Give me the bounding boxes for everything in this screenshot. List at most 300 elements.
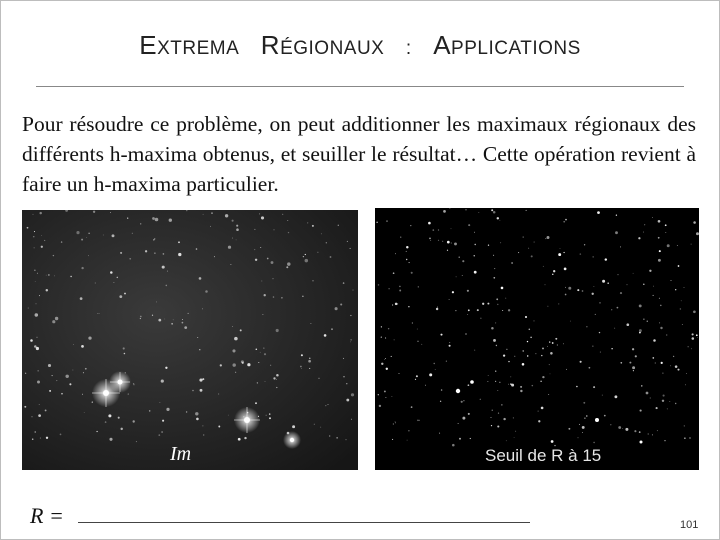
star-dot xyxy=(540,381,541,382)
star-dot xyxy=(634,430,636,432)
star-dot xyxy=(615,231,618,234)
star-dot xyxy=(34,231,35,232)
star-dot xyxy=(436,308,438,310)
star-dot xyxy=(693,310,696,313)
star-dot xyxy=(684,425,685,426)
star-dot xyxy=(618,426,621,429)
star-dot xyxy=(406,259,407,260)
star-dot xyxy=(388,288,389,289)
star-dot xyxy=(527,355,528,356)
star-dot xyxy=(36,337,37,338)
star-dot xyxy=(508,309,510,311)
star-dot xyxy=(542,347,544,349)
star-dot xyxy=(409,262,410,263)
star-dot xyxy=(320,427,321,428)
star-dot xyxy=(551,440,554,443)
star-dot xyxy=(257,382,258,383)
star-dot xyxy=(449,342,450,343)
star-dot xyxy=(495,371,496,372)
star-dot xyxy=(662,372,663,373)
star-dot xyxy=(470,438,471,439)
star-dot xyxy=(667,408,668,409)
star-dot xyxy=(633,370,634,371)
bright-star xyxy=(283,431,301,449)
star-dot xyxy=(411,272,413,274)
star-dot xyxy=(468,224,470,226)
star-dot xyxy=(593,442,594,443)
star-dot xyxy=(236,240,237,241)
star-dot xyxy=(496,345,497,346)
star-dot xyxy=(467,290,469,292)
star-dot xyxy=(435,369,436,370)
star-dot xyxy=(491,209,493,211)
star-dot xyxy=(660,327,662,329)
star-dot xyxy=(550,352,553,355)
star-dot xyxy=(385,397,386,398)
bright-star xyxy=(595,418,599,422)
star-dot xyxy=(617,307,619,309)
star-dot xyxy=(451,228,452,229)
star-dot xyxy=(166,285,168,287)
star-dot xyxy=(140,316,142,318)
star-dot xyxy=(36,347,39,350)
star-dot xyxy=(287,262,290,265)
star-dot xyxy=(480,399,481,400)
star-dot xyxy=(520,390,522,392)
star-dot xyxy=(643,232,644,233)
star-dot xyxy=(697,337,698,338)
star-dot xyxy=(164,319,165,320)
star-dot xyxy=(199,277,202,280)
star-dot xyxy=(140,318,141,319)
star-dot xyxy=(582,432,583,433)
star-dot xyxy=(582,426,585,429)
star-dot xyxy=(493,277,495,279)
star-dot xyxy=(129,258,131,260)
star-dot xyxy=(438,240,439,241)
star-dot xyxy=(648,433,649,434)
star-dot xyxy=(550,374,551,375)
star-dot xyxy=(162,266,165,269)
star-dot xyxy=(69,383,71,385)
star-dot xyxy=(292,425,295,428)
star-dot xyxy=(241,360,244,363)
star-dot xyxy=(622,428,623,429)
star-dot xyxy=(468,309,470,311)
star-dot xyxy=(563,343,564,344)
star-dot xyxy=(696,334,698,336)
star-dot xyxy=(487,303,489,305)
star-dot xyxy=(440,334,442,336)
star-dot xyxy=(272,278,273,279)
star-dot xyxy=(52,320,55,323)
star-dot xyxy=(658,220,661,223)
star-dot xyxy=(545,284,546,285)
star-dot xyxy=(109,438,112,441)
star-dot xyxy=(244,437,246,439)
star-dot xyxy=(276,329,279,332)
star-dot xyxy=(61,241,62,242)
star-dot xyxy=(39,212,41,214)
star-dot xyxy=(604,415,606,417)
star-dot xyxy=(188,313,189,314)
star-dot xyxy=(391,356,392,357)
star-dot xyxy=(95,283,96,284)
star-dot xyxy=(136,441,137,442)
star-dot xyxy=(640,410,642,412)
star-dot xyxy=(549,341,550,342)
star-dot xyxy=(639,304,642,307)
star-dot xyxy=(381,326,382,327)
star-dot xyxy=(117,277,119,279)
star-dot xyxy=(84,412,85,413)
star-dot xyxy=(643,284,645,286)
title-initial: A xyxy=(433,30,452,60)
star-dot xyxy=(347,241,348,242)
star-dot xyxy=(443,210,446,213)
star-dot xyxy=(558,253,561,256)
star-dot xyxy=(263,348,264,349)
star-dot xyxy=(388,328,389,329)
star-dot xyxy=(495,381,496,382)
star-dot xyxy=(329,435,330,436)
star-dot xyxy=(400,237,401,238)
star-dot xyxy=(534,320,535,321)
star-dot xyxy=(639,431,641,433)
star-dot xyxy=(350,248,351,249)
star-dot xyxy=(522,350,523,351)
star-dot xyxy=(32,416,33,417)
slide-title xyxy=(0,30,720,61)
star-dot xyxy=(317,252,318,253)
star-dot xyxy=(639,329,642,332)
star-dot xyxy=(196,248,198,250)
star-dot xyxy=(592,346,593,347)
star-dot xyxy=(474,350,475,351)
star-dot xyxy=(560,248,561,249)
star-dot xyxy=(563,252,564,253)
star-dot xyxy=(543,266,544,267)
star-dot xyxy=(381,337,382,338)
star-dot xyxy=(669,401,670,402)
star-dot xyxy=(97,313,98,314)
star-dot xyxy=(236,225,238,227)
star-dot xyxy=(417,341,418,342)
star-dot xyxy=(202,378,204,380)
star-dot xyxy=(491,417,492,418)
star-dot xyxy=(171,323,172,324)
star-dot xyxy=(495,322,496,323)
star-dot xyxy=(502,310,503,311)
star-dot xyxy=(149,410,151,412)
star-dot xyxy=(643,319,644,320)
star-dot xyxy=(381,363,383,365)
star-dot xyxy=(459,438,461,440)
star-dot xyxy=(182,322,184,324)
star-dot xyxy=(81,239,83,241)
star-dot xyxy=(532,385,533,386)
star-dot xyxy=(678,265,680,267)
star-dot xyxy=(646,392,649,395)
star-dot xyxy=(211,212,213,214)
title-word: XTREMA xyxy=(157,38,240,59)
star-dot xyxy=(81,345,84,348)
star-dot xyxy=(491,425,492,426)
star-dot xyxy=(497,217,499,219)
star-dot xyxy=(28,308,29,309)
star-dot xyxy=(202,308,203,309)
star-dot xyxy=(474,271,477,274)
title-initial: R xyxy=(260,30,281,60)
star-dot xyxy=(467,314,468,315)
star-dot xyxy=(684,438,685,439)
star-dot xyxy=(462,417,465,420)
bright-star xyxy=(640,441,643,444)
title-separator: : xyxy=(405,38,412,59)
star-dot xyxy=(565,294,567,296)
star-dot xyxy=(482,303,484,305)
star-dot xyxy=(447,250,448,251)
star-dot xyxy=(309,368,310,369)
star-dot xyxy=(258,362,259,363)
star-dot xyxy=(266,415,267,416)
star-dot xyxy=(658,237,660,239)
star-dot xyxy=(343,282,345,284)
star-dot xyxy=(385,358,386,359)
star-dot xyxy=(600,352,601,353)
star-dot xyxy=(230,264,231,265)
star-dot xyxy=(40,438,41,439)
star-dot xyxy=(92,401,93,402)
star-dot xyxy=(80,297,83,300)
star-dot xyxy=(629,362,631,364)
star-dot xyxy=(353,290,354,291)
star-dot xyxy=(267,258,269,260)
star-dot xyxy=(557,345,558,346)
star-dot xyxy=(449,299,450,300)
star-dot xyxy=(461,401,463,403)
star-dot xyxy=(661,362,663,364)
star-dot xyxy=(538,411,539,412)
star-dot xyxy=(127,218,128,219)
star-dot xyxy=(639,332,641,334)
star-dot xyxy=(34,345,37,348)
star-dot xyxy=(255,402,257,404)
star-dot xyxy=(455,310,456,311)
star-dot xyxy=(487,381,488,382)
star-dot xyxy=(410,225,411,226)
star-dot xyxy=(39,404,40,405)
star-dot xyxy=(132,233,133,234)
star-dot xyxy=(657,430,658,431)
star-dot xyxy=(534,242,535,243)
star-dot xyxy=(416,375,418,377)
star-dot xyxy=(391,396,392,397)
star-dot xyxy=(508,361,509,362)
star-dot xyxy=(535,353,536,354)
star-dot xyxy=(538,420,540,422)
star-dot xyxy=(301,354,303,356)
star-dot xyxy=(108,414,111,417)
star-dot xyxy=(37,273,38,274)
star-dot xyxy=(54,275,55,276)
star-dot xyxy=(305,259,308,262)
star-dot xyxy=(228,415,229,416)
star-dot xyxy=(399,290,401,292)
star-dot xyxy=(429,238,431,240)
star-dot xyxy=(152,217,155,220)
star-dot xyxy=(492,410,493,411)
title-word: PPLICATIONS xyxy=(451,38,581,59)
star-dot xyxy=(260,247,261,248)
star-dot xyxy=(520,386,522,388)
star-dot xyxy=(163,253,165,255)
star-dot xyxy=(30,339,33,342)
star-dot xyxy=(41,235,42,236)
star-dot xyxy=(506,440,507,441)
star-dot xyxy=(307,222,308,223)
star-dot xyxy=(302,296,303,297)
star-dot xyxy=(273,296,275,298)
star-dot xyxy=(46,275,47,276)
star-dot xyxy=(552,274,553,275)
star-dot xyxy=(547,306,548,307)
star-dot xyxy=(440,401,441,402)
star-dot xyxy=(477,309,479,311)
star-dot xyxy=(638,237,640,239)
star-dot xyxy=(501,404,502,405)
star-dot xyxy=(312,280,313,281)
star-dot xyxy=(27,227,29,229)
star-dot xyxy=(35,281,36,282)
star-dot xyxy=(675,289,676,290)
star-dot xyxy=(240,329,242,331)
star-dot xyxy=(336,437,337,438)
star-dot xyxy=(454,242,457,245)
star-dot xyxy=(83,372,84,373)
star-dot xyxy=(525,316,527,318)
star-dot xyxy=(616,215,617,216)
star-dot xyxy=(393,424,394,425)
star-dot xyxy=(565,219,567,221)
star-dot xyxy=(614,395,617,398)
star-dot xyxy=(392,304,393,305)
star-dot xyxy=(262,314,263,315)
star-dot xyxy=(508,384,509,385)
star-dot xyxy=(465,333,466,334)
star-dot xyxy=(421,344,422,345)
star-dot xyxy=(437,307,438,308)
star-dot xyxy=(531,255,533,257)
star-dot xyxy=(287,220,288,221)
star-dot xyxy=(499,382,500,383)
star-dot xyxy=(570,321,571,322)
star-dot xyxy=(340,303,342,305)
star-dot xyxy=(153,239,154,240)
star-dot xyxy=(439,433,440,434)
star-dot xyxy=(442,241,443,242)
star-dot xyxy=(488,375,489,376)
star-dot xyxy=(119,295,122,298)
star-dot xyxy=(303,256,304,257)
star-dot xyxy=(200,389,203,392)
star-dot xyxy=(526,210,527,211)
star-dot xyxy=(632,348,634,350)
star-dot xyxy=(314,424,315,425)
star-dot xyxy=(664,440,665,441)
star-dot xyxy=(167,271,168,272)
star-field-image xyxy=(22,210,358,470)
star-dot xyxy=(474,255,475,256)
star-dot xyxy=(386,368,388,370)
star-dot xyxy=(593,256,594,257)
star-dot xyxy=(594,286,595,287)
star-dot xyxy=(497,304,498,305)
star-dot xyxy=(568,428,570,430)
star-dot xyxy=(269,413,270,414)
star-dot xyxy=(196,418,199,421)
star-dot xyxy=(399,373,400,374)
star-dot xyxy=(568,287,571,290)
star-dot xyxy=(110,271,113,274)
star-dot xyxy=(602,395,603,396)
star-dot xyxy=(462,260,464,262)
star-dot xyxy=(529,329,531,331)
star-dot xyxy=(305,254,306,255)
star-dot xyxy=(670,365,671,366)
star-dot xyxy=(549,364,550,365)
star-dot xyxy=(635,355,637,357)
star-dot xyxy=(579,424,580,425)
star-dot xyxy=(264,353,266,355)
star-dot xyxy=(343,358,344,359)
star-dot xyxy=(593,386,595,388)
star-dot xyxy=(415,379,416,380)
star-dot xyxy=(542,376,544,378)
star-dot xyxy=(178,253,181,256)
star-dot xyxy=(498,413,499,414)
star-dot xyxy=(350,341,351,342)
star-dot xyxy=(564,268,567,271)
threshold-result-image xyxy=(375,208,699,470)
star-dot xyxy=(576,386,578,388)
star-dot xyxy=(474,244,475,245)
star-dot xyxy=(120,252,122,254)
star-dot xyxy=(632,366,635,369)
star-dot xyxy=(620,362,622,364)
star-dot xyxy=(652,357,654,359)
star-dot xyxy=(324,334,327,337)
body-paragraph: Pour résoudre ce problème, on peut additionner les maximaux régionaux des différents h-maxima obtenus, et seuiller le résultat… Cette opération revient à faire un h-maxima particulier. xyxy=(22,112,696,196)
star-dot xyxy=(343,376,344,377)
star-dot xyxy=(474,232,475,233)
star-dot xyxy=(565,287,566,288)
star-dot xyxy=(611,348,612,349)
star-dot xyxy=(88,233,89,234)
star-dot xyxy=(611,309,612,310)
star-dot xyxy=(199,349,200,350)
star-dot xyxy=(666,335,667,336)
star-dot xyxy=(276,387,277,388)
left-image-caption: Im xyxy=(170,443,192,465)
star-dot xyxy=(338,225,339,226)
star-dot xyxy=(548,394,549,395)
formula-blank-line xyxy=(78,522,530,523)
star-dot xyxy=(493,211,496,214)
star-dot xyxy=(154,252,156,254)
star-dot xyxy=(169,219,172,222)
star-dot xyxy=(655,363,656,364)
